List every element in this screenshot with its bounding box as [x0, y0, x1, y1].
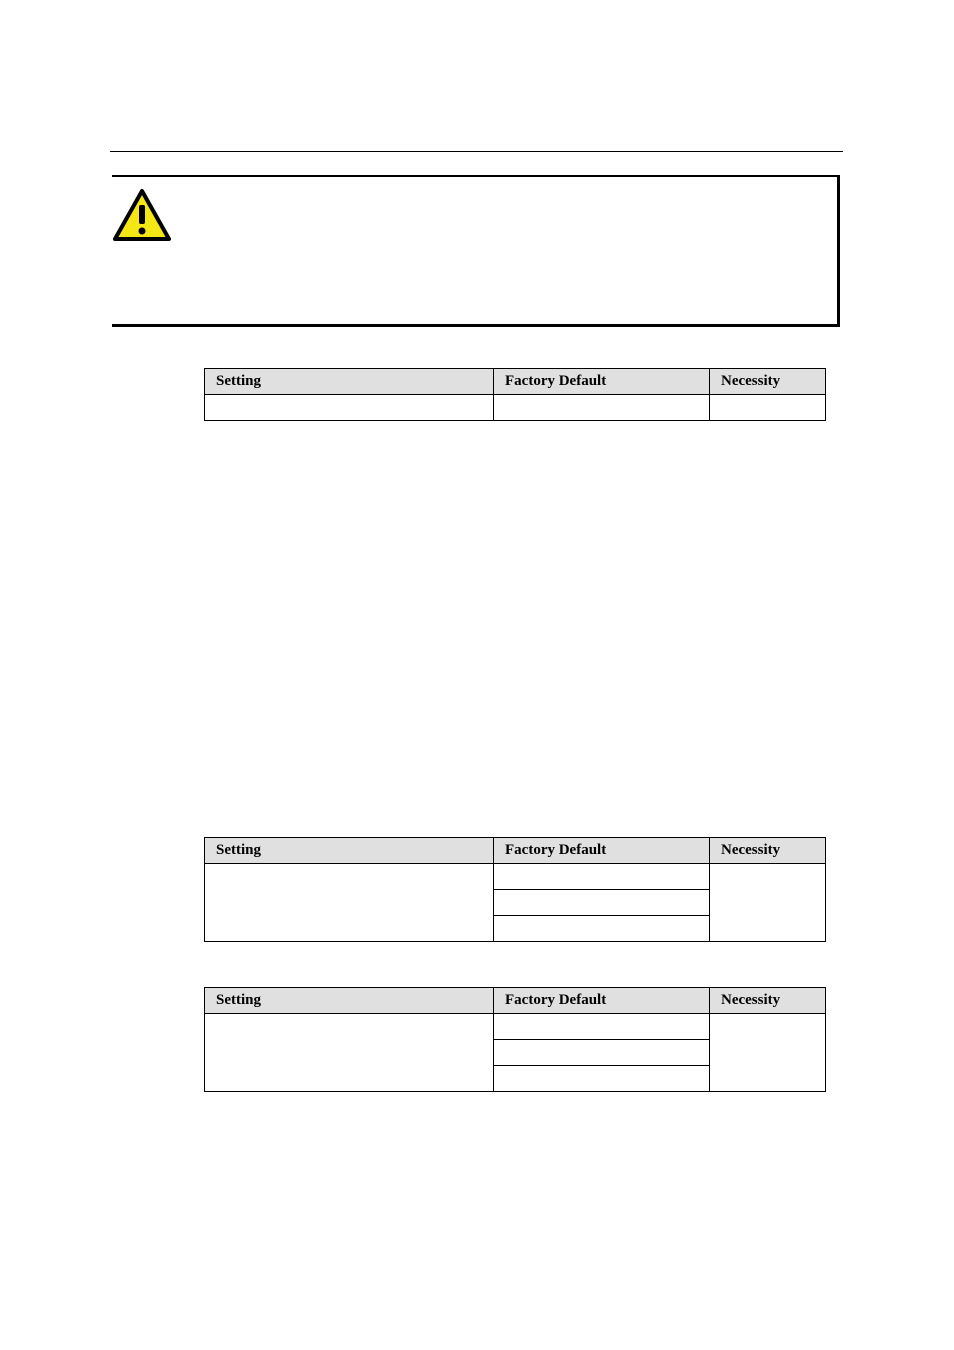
warning-triangle-icon: [112, 188, 172, 242]
table-row: [205, 864, 826, 890]
header-factory-default: Factory Default: [494, 369, 710, 395]
cell-setting: [205, 1014, 494, 1092]
settings-table-3: [204, 987, 826, 1092]
warning-box: [112, 175, 840, 327]
cell-factory-default: [494, 1040, 710, 1066]
cell-factory-default: [494, 916, 710, 942]
header-factory-default: Factory Default: [494, 988, 710, 1014]
header-necessity: Necessity: [710, 369, 826, 395]
header-setting: Setting: [205, 838, 494, 864]
cell-factory-default: [494, 1066, 710, 1092]
cell-factory-default: [494, 1014, 710, 1040]
cell-factory-default: [494, 890, 710, 916]
cell-necessity: [710, 864, 826, 942]
table-header-row: [205, 988, 826, 1014]
table-row: [205, 395, 826, 421]
header-factory-default: Factory Default: [494, 838, 710, 864]
table-header-row: [205, 838, 826, 864]
header-setting: Setting: [205, 369, 494, 395]
header-rule: [110, 151, 843, 152]
cell-necessity: [710, 395, 826, 421]
settings-table-1: [204, 368, 826, 421]
cell-setting: [205, 864, 494, 942]
cell-factory-default: [494, 395, 710, 421]
table-header-row: [205, 369, 826, 395]
settings-table-2: [204, 837, 826, 942]
cell-setting: [205, 395, 494, 421]
header-setting: Setting: [205, 988, 494, 1014]
table-row: [205, 1014, 826, 1040]
header-necessity: Necessity: [710, 838, 826, 864]
header-necessity: Necessity: [710, 988, 826, 1014]
cell-necessity: [710, 1014, 826, 1092]
cell-factory-default: [494, 864, 710, 890]
